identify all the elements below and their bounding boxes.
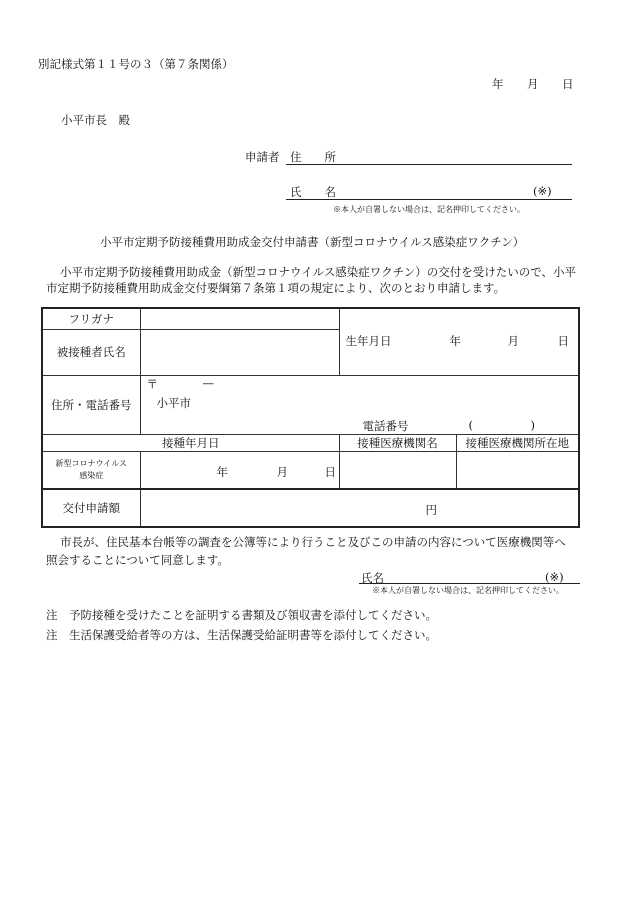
application-table (41, 307, 580, 528)
postal-mark: 〒 (146, 376, 158, 391)
consent-name-line[interactable] (359, 583, 580, 584)
birth-month-label: 月 (507, 334, 519, 348)
birth-date-cell[interactable] (339, 308, 579, 375)
amount-label: 交付申請額 (42, 489, 140, 527)
consent-line-2: 照会することについて同意します。 (46, 553, 229, 567)
document-title: 小平市定期予防接種費用助成金交付申請書（新型コロナウイルス感染症ワクチン） (100, 235, 525, 249)
vaccine-label-line-2: 感染症 (79, 470, 104, 480)
phone-label: 電話番号 (362, 418, 409, 433)
vac-month-label: 月 (276, 464, 288, 479)
amount-field[interactable] (140, 489, 579, 527)
address-phone-label: 住所・電話番号 (42, 375, 140, 434)
consent-name-label: 氏名 (361, 571, 384, 585)
note-2: 注 生活保護受給者等の方は、生活保護受給証明書等を添付してください。 (46, 628, 437, 642)
recipient-name-label: 被接種者氏名 (42, 329, 140, 375)
phone-close-paren: ) (530, 417, 535, 432)
institution-name-field[interactable] (339, 451, 456, 489)
city-name: 小平市 (156, 395, 191, 410)
applicant-address-label: 住 所 (290, 150, 336, 164)
addressee: 小平市長 殿 (61, 113, 130, 127)
applicant-name-label: 氏 名 (290, 185, 336, 199)
col-institution-name: 接種医療機関名 (339, 434, 456, 451)
institution-location-field[interactable] (456, 451, 579, 489)
vaccination-date-field[interactable] (140, 451, 339, 489)
date-year: 年 (492, 77, 504, 91)
col-vaccination-date: 接種年月日 (42, 434, 339, 451)
consent-line-1: 市長が、住民基本台帳等の調査を公簿等により行うこと及びこの申請の内容について医療機関等へ (60, 535, 566, 549)
yen-unit: 円 (425, 503, 437, 517)
consent-seal-mark: (※) (545, 570, 564, 584)
col-institution-location: 接種医療機関所在地 (456, 434, 579, 451)
date-month: 月 (527, 77, 539, 91)
consent-note: ※本人が自署しない場合は、記名押印してください。 (372, 586, 564, 595)
vaccine-label-line-1: 新型コロナウイルス (55, 458, 128, 468)
address-line[interactable] (286, 164, 572, 165)
birth-label: 生年月日 (345, 334, 392, 348)
birth-day-label: 日 (557, 334, 569, 348)
name-line[interactable] (286, 199, 572, 200)
applicant-note: ※本人が自署しない場合は、記名押印してください。 (333, 205, 525, 214)
vac-day-label: 日 (324, 464, 336, 479)
applicant-label: 申請者 (245, 150, 280, 164)
birth-year-label: 年 (449, 334, 461, 348)
vaccine-label (42, 451, 140, 489)
address-phone-field[interactable] (140, 375, 579, 434)
furigana-field[interactable] (140, 308, 339, 329)
postal-dash: — (202, 375, 214, 390)
phone-open-paren: ( (468, 417, 473, 432)
furigana-label: フリガナ (42, 308, 140, 329)
vac-year-label: 年 (216, 464, 228, 479)
intro-line-2: 市定期予防接種費用助成金交付要綱第７条第１項の規定により、次のとおり申請します。 (46, 281, 506, 295)
form-number: 別記様式第１１号の３（第７条関係） (38, 57, 234, 71)
note-1: 注 予防接種を受けたことを証明する書類及び領収書を添付してください。 (46, 608, 437, 622)
date-day: 日 (562, 77, 574, 91)
intro-line-1: 小平市定期予防接種費用助成金（新型コロナウイルス感染症ワクチン）の交付を受けたいので、小平 (60, 265, 576, 279)
recipient-name-field[interactable] (140, 329, 339, 375)
applicant-seal-mark: (※) (533, 184, 552, 198)
